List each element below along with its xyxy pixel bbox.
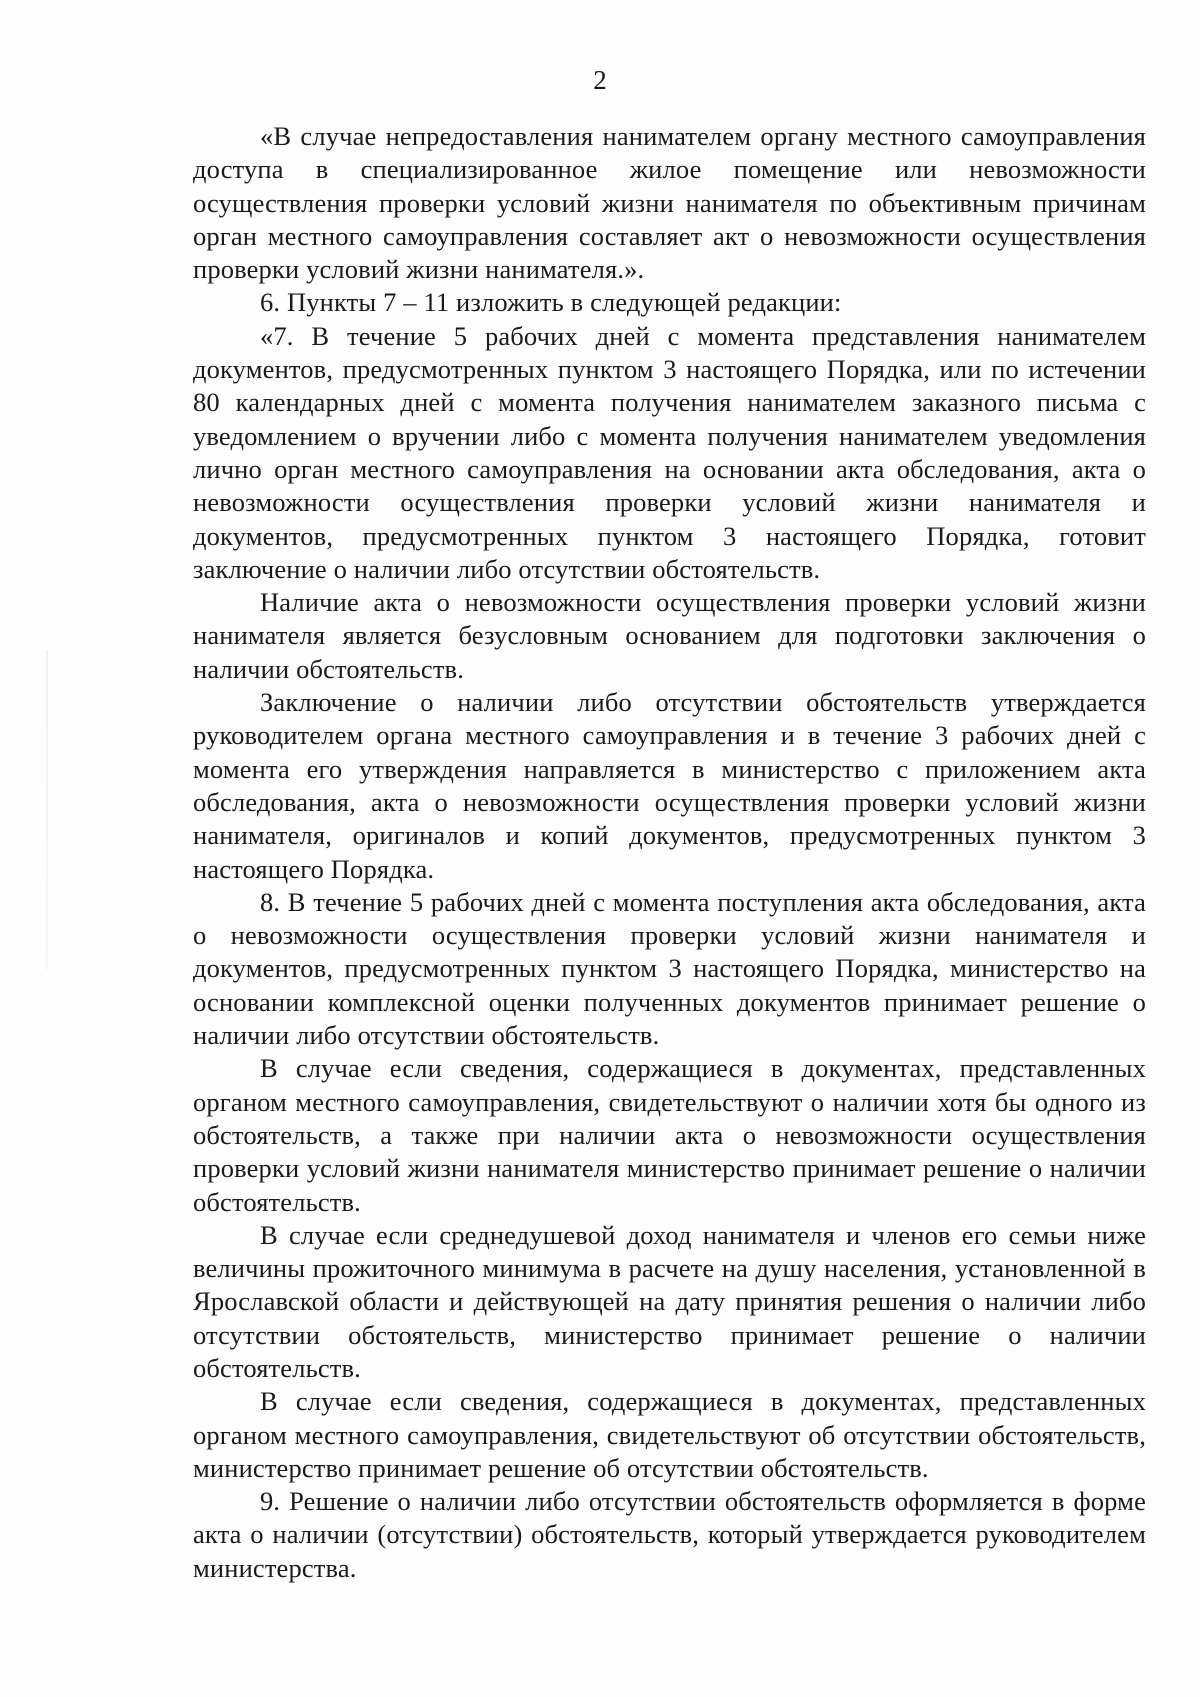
paragraph-income-below-minimum: В случае если среднедушевой доход нанимателя и членов его семьи ниже величины прожиточного минимума в расчете на душу населения, установленной в Ярославской области и действующей на дату принятия решения о наличии либо отсутствии обстоятельств, министерство принимает решение о наличии обстоятельств. <box>193 1219 1146 1383</box>
page-number: 2 <box>593 65 607 95</box>
paragraph-circumstances-absent: В случае если сведения, содержащиеся в документах, представленных органом местного самоуправления, свидетельствуют об отсутствии обстоятельств, министерство принимает решение об отсутствии обстоятельств. <box>193 1386 1146 1483</box>
paragraph-inspection-impossible-act: «В случае непредоставления нанимателем органу местного самоуправления доступа в специализированное жилое помещение или невозможности осуществления проверки условий жизни нанимателя по объективным причинам орган местного самоуправления составляет акт о невозможности осуществления проверки условий жизни нанимателя.». <box>193 121 1146 285</box>
paragraph-act-presence-basis: Наличие акта о невозможности осуществления проверки условий жизни нанимателя является безусловным основанием для подготовки заключения о наличии обстоятельств. <box>193 587 1146 684</box>
paragraph-item-9: 9. Решение о наличии либо отсутствии обстоятельств оформляется в форме акта о наличии (отсутствии) обстоятельств, который утверждается руководителем министерства. <box>193 1486 1146 1583</box>
scan-edge-mark <box>46 650 48 970</box>
paragraph-circumstances-present: В случае если сведения, содержащиеся в документах, представленных органом местного самоуправления, свидетельствуют о наличии хотя бы одного из обстоятельств, а также при наличии акта о невозможности осуществления проверки условий жизни нанимателя министерство принимает решение о наличии обстоятельств. <box>193 1053 1146 1217</box>
document-body <box>193 120 1146 1585</box>
paragraph-item-7: «7. В течение 5 рабочих дней с момента представления нанимателем документов, предусмотренных пунктом 3 настоящего Порядка, или по истечении 80 календарных дней с момента получения нанимателем заказного письма с уведомлением о вручении либо с момента получения нанимателем уведомления лично орган местного самоуправления на основании акта обследования, акта о невозможности осуществления проверки условий жизни нанимателя и документов, предусмотренных пунктом 3 настоящего Порядка, готовит заключение о наличии либо отсутствии обстоятельств. <box>193 320 1146 584</box>
paragraph-conclusion-approval: Заключение о наличии либо отсутствии обстоятельств утверждается руководителем органа местного самоуправления и в течение 3 рабочих дней с момента его утверждения направляется в министерство с приложением акта обследования, акта о невозможности осуществления проверки условий жизни нанимателя, оригиналов и копий документов, предусмотренных пунктом 3 настоящего Порядка. <box>193 687 1146 884</box>
paragraph-item-8: 8. В течение 5 рабочих дней с момента поступления акта обследования, акта о невозможности осуществления проверки условий жизни нанимателя и документов, предусмотренных пунктом 3 настоящего Порядка, министерство на основании комплексной оценки полученных документов принимает решение о наличии либо отсутствии обстоятельств. <box>193 886 1146 1051</box>
paragraph-amendment-instruction: 6. Пункты 7 – 11 изложить в следующей редакции: <box>260 287 842 318</box>
